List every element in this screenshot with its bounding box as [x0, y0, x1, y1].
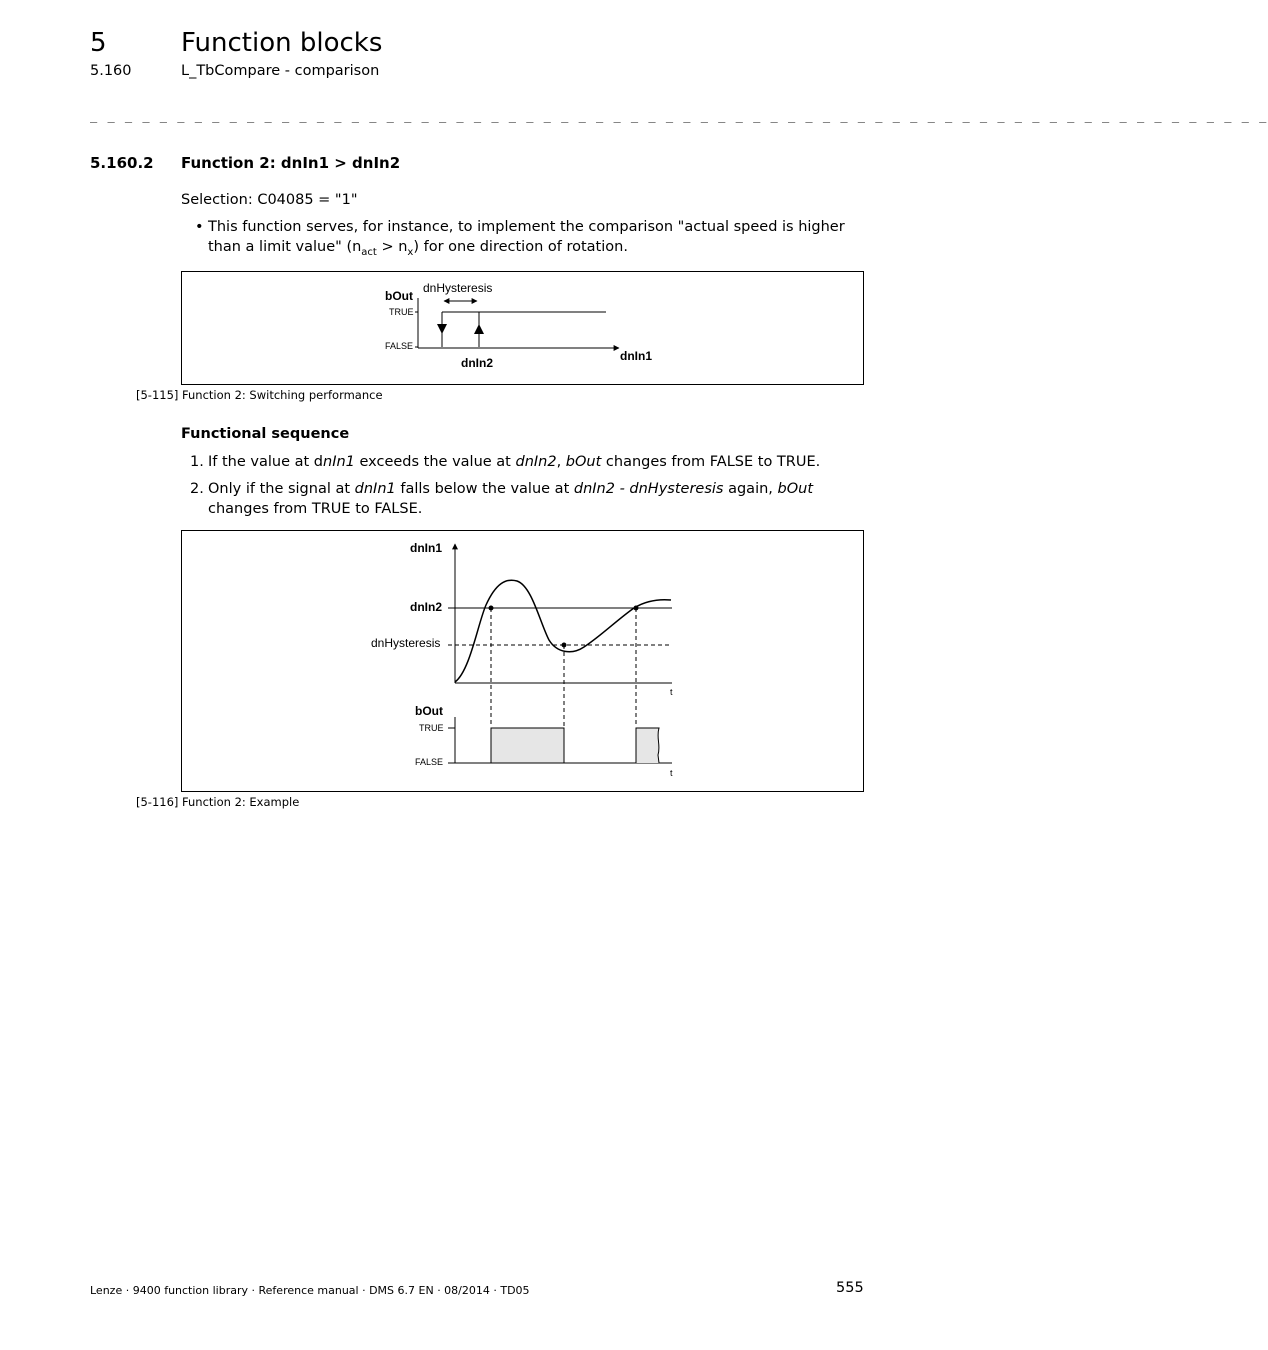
text-italic: bOut — [777, 481, 814, 497]
figure-switching-performance — [181, 271, 864, 385]
label-bout: bOut — [385, 289, 413, 303]
dnin1-curve — [455, 580, 671, 682]
section-number: 5.160 — [90, 63, 132, 79]
label-t2: t — [670, 768, 673, 778]
label-hysteresis: dnHysteresis — [371, 636, 441, 650]
section-title: L_TbCompare - comparison — [181, 63, 380, 79]
functional-sequence-title: Functional sequence — [181, 426, 350, 442]
label-true: TRUE — [389, 307, 414, 317]
bullet-text — [208, 217, 863, 263]
label-false: FALSE — [415, 757, 444, 767]
text-italic: nIn1 — [323, 454, 355, 470]
text-italic: bOut — [565, 454, 602, 470]
selection-text: Selection: C04085 = "1" — [181, 192, 358, 208]
label-false: FALSE — [385, 341, 414, 351]
subscript-act: act — [361, 246, 377, 258]
text-part: exceeds the value at — [354, 454, 516, 470]
label-t: t — [670, 687, 673, 697]
bout-pulse-1 — [491, 728, 564, 763]
label-dnin1: dnIn1 — [410, 541, 442, 555]
subsection-title: Function 2: dnIn1 > dnIn2 — [181, 154, 401, 172]
text-italic: dnIn2 — [515, 454, 557, 470]
text-part: , — [556, 454, 566, 470]
list-item-number: 1. — [190, 454, 204, 470]
caption-text: Function 2: Example — [182, 795, 300, 809]
list-item-2 — [208, 479, 863, 519]
label-dnin1: dnIn1 — [620, 349, 652, 363]
footer-text: Lenze · 9400 function library · Reference manual · DMS 6.7 EN · 08/2014 · TD05 — [90, 1284, 530, 1297]
text-part: changes from TRUE to FALSE. — [208, 501, 423, 517]
header-separator: _ _ _ _ _ _ _ _ _ _ _ _ _ _ _ _ _ _ _ _ _ _ _ _ _ _ _ _ _ _ _ _ _ _ _ _ _ _ _ _ _ _ _ _ _ _ _ _ _ _ _ _ _ _ _ _ _ _ _ _ _ _ _ _ _ _ _ _ — [90, 109, 1268, 123]
list-item-number: 2. — [190, 481, 204, 497]
chapter-title: Function blocks — [181, 28, 383, 58]
bullet-text-part: ) for one direction of rotation. — [413, 239, 628, 255]
example-diagram — [182, 531, 863, 791]
bullet-marker: • — [195, 219, 204, 235]
switching-diagram — [182, 272, 863, 384]
figure-example — [181, 530, 864, 792]
text-italic: dnIn1 — [354, 481, 396, 497]
subsection-number: 5.160.2 — [90, 154, 154, 172]
label-bout: bOut — [415, 704, 443, 718]
up-arrow — [474, 324, 484, 334]
chapter-number: 5 — [90, 28, 107, 58]
list-item-1 — [208, 452, 863, 472]
label-hysteresis: dnHysteresis — [423, 281, 493, 295]
text-italic: dnIn2 - dnHysteresis — [573, 481, 724, 497]
text-part: changes from FALSE to TRUE. — [601, 454, 821, 470]
text-part: If the value at d — [208, 454, 323, 470]
bullet-text-part: This function serves, for instance, to implement the comparison "actual speed is higher than a limit value" (n — [208, 219, 845, 255]
label-dnin2: dnIn2 — [461, 356, 493, 370]
subscript-x: x — [407, 246, 414, 258]
page-number: 555 — [836, 1280, 864, 1296]
caption-number: [5-115] — [136, 388, 179, 402]
label-true: TRUE — [419, 723, 444, 733]
caption-text: Function 2: Switching performance — [182, 388, 383, 402]
label-dnin2: dnIn2 — [410, 600, 442, 614]
text-part: Only if the signal at — [208, 481, 355, 497]
text-part: again, — [723, 481, 778, 497]
down-arrow — [437, 324, 447, 334]
bullet-text-part: > n — [376, 239, 408, 255]
text-part: falls below the value at — [395, 481, 574, 497]
caption-number: [5-116] — [136, 795, 179, 809]
bout-pulse-2 — [636, 728, 659, 763]
